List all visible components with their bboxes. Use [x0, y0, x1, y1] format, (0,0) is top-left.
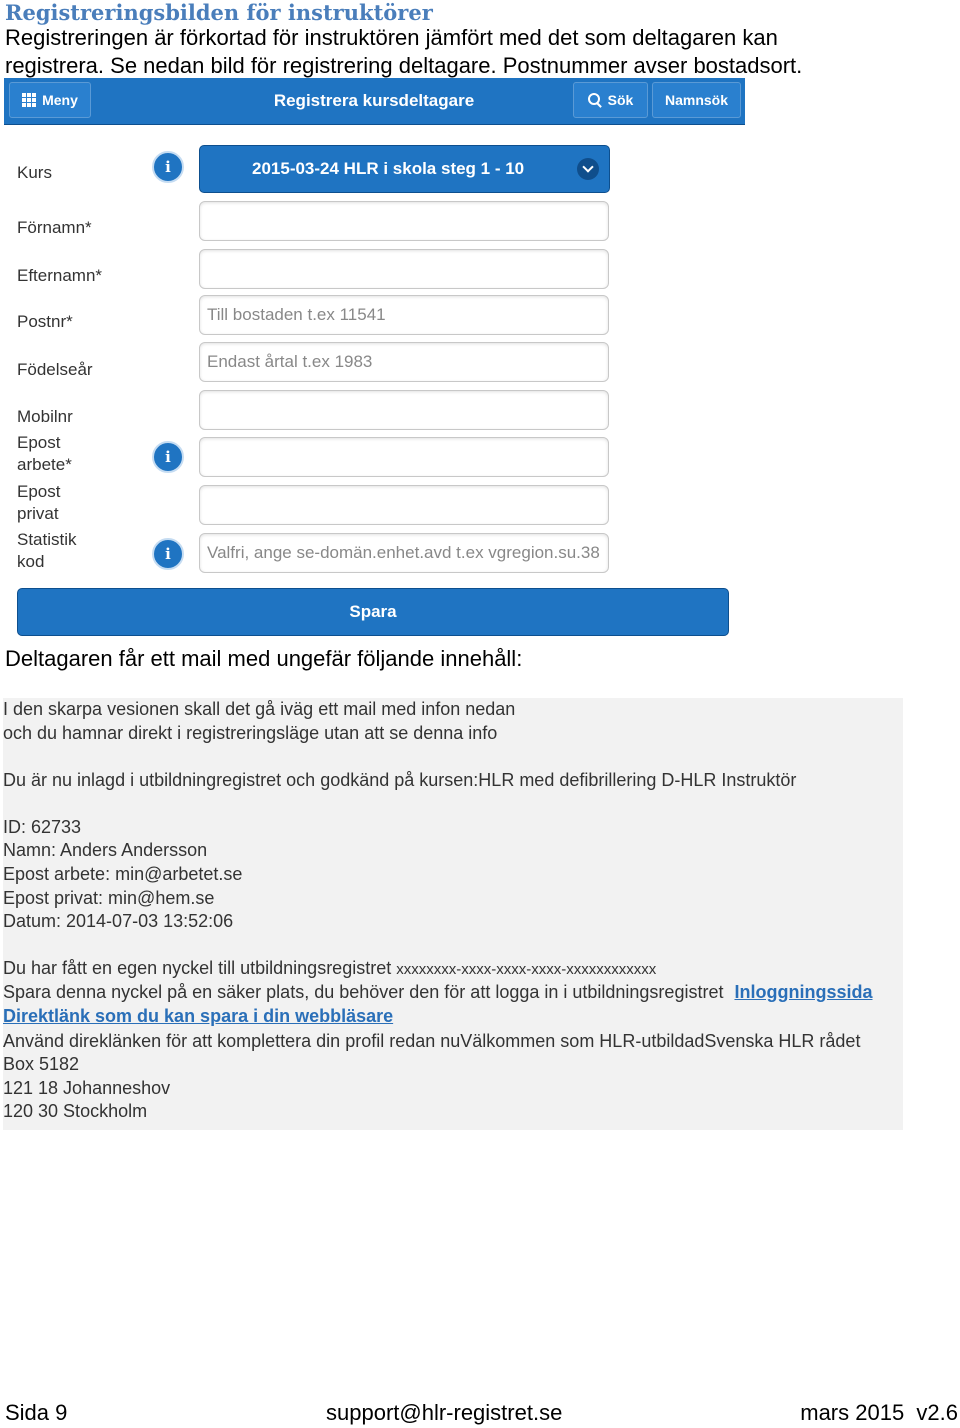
mail-detail-work-email: Epost arbete: min@arbetet.se [3, 864, 243, 884]
work-email-label-line: arbete* [17, 455, 72, 474]
mail-complete-line: Använd direklänken för att komplettera din profil redan nuVälkommen som HLR-utbildadSvenska HLR rådet [3, 1031, 861, 1051]
mail-save-key-text: Spara denna nyckel på en säker plats, du behöver den för att logga in i utbildningsregistret [3, 982, 724, 1002]
save-button-label: Spara [349, 602, 397, 621]
confirmation-mail-screenshot [3, 698, 903, 1130]
mail-key-value: xxxxxxxx-xxxx-xxxx-xxxx-xxxxxxxxxxxx [396, 961, 657, 978]
private-email-label-line: privat [17, 504, 59, 523]
work-email-field[interactable] [199, 437, 609, 477]
app-title: Registrera kursdeltagare [273, 91, 475, 110]
postal-code-label: Postnr* [17, 312, 73, 331]
login-page-link[interactable]: Inloggningssida [734, 982, 873, 1002]
course-select[interactable] [199, 145, 610, 193]
mail-approved-line: Du är nu inlagd i utbildningregistret och godkänd på kursen:HLR med defibrillering D-HLR Instruktör [3, 770, 797, 790]
section-heading: Registreringsbilden för instruktörer [5, 0, 433, 25]
statistics-code-field[interactable] [199, 533, 609, 573]
mail-save-key-line [3, 981, 872, 1003]
statistics-code-label-line: kod [17, 552, 45, 571]
private-email-label-line: Epost [17, 482, 61, 501]
mobile-label: Mobilnr [17, 407, 73, 426]
private-email-label [17, 481, 60, 525]
search-button[interactable] [573, 82, 648, 118]
mail-intro-text: Deltagaren får ett mail med ungefär följande innehåll: [5, 646, 523, 671]
private-email-field[interactable] [199, 485, 609, 525]
lastname-field[interactable] [199, 249, 609, 289]
mail-line: och du hamnar direkt i registreringsläge utan att se denna info [3, 723, 498, 743]
menu-button-label: Meny [42, 92, 78, 108]
menu-button[interactable] [9, 82, 91, 118]
mail-address-line: 120 30 Stockholm [3, 1101, 148, 1121]
firstname-field[interactable] [199, 201, 609, 241]
intro-line: registrera. Se nedan bild för registrering deltagare. Postnummer avser bostadsort. [5, 53, 803, 78]
course-info-icon[interactable]: i [152, 151, 184, 183]
statistics-code-label [17, 529, 77, 573]
search-button-label: Sök [607, 92, 634, 108]
mail-address-line: 121 18 Johanneshov [3, 1078, 171, 1098]
course-label: Kurs [17, 163, 52, 182]
mail-detail-date: Datum: 2014-07-03 13:52:06 [3, 911, 234, 931]
save-button[interactable] [17, 588, 729, 636]
work-email-info-icon[interactable]: i [152, 441, 184, 473]
mail-key-text: Du har fått en egen nyckel till utbildningsregistret [3, 958, 392, 978]
lastname-label: Efternamn* [17, 266, 103, 285]
mail-detail-name: Namn: Anders Andersson [3, 840, 208, 860]
mail-detail-private-email: Epost privat: min@hem.se [3, 888, 215, 908]
name-search-button-label: Namnsök [664, 92, 729, 108]
footer-support-email: support@hlr-registret.se [326, 1400, 563, 1425]
work-email-label [17, 432, 72, 476]
app-header-bar [4, 78, 745, 125]
intro-line: Registreringen är förkortad för instruktören jämfört med det som deltagaren kan [5, 25, 778, 50]
firstname-label: Förnamn* [17, 218, 92, 237]
chevron-down-icon [577, 158, 599, 180]
course-select-value: 2015-03-24 HLR i skola steg 1 - 10 [252, 159, 525, 178]
search-icon [588, 93, 602, 107]
footer-version: mars 2015 v2.6 [800, 1400, 958, 1425]
direct-link[interactable]: Direktlänk som du kan spara i din webbläsare [3, 1006, 394, 1026]
footer-page-number: Sida 9 [5, 1400, 68, 1425]
mail-address-line: Box 5182 [3, 1054, 80, 1074]
grid-menu-icon [22, 93, 36, 107]
postal-code-field[interactable] [199, 295, 609, 335]
intro-paragraph [5, 24, 955, 80]
mobile-field[interactable] [199, 390, 609, 430]
mail-detail-id: ID: 62733 [3, 817, 82, 837]
statistics-code-label-line: Statistik [17, 530, 77, 549]
name-search-button[interactable] [652, 82, 741, 118]
statistics-info-icon[interactable]: i [152, 538, 184, 570]
mail-line: I den skarpa vesionen skall det gå iväg ett mail med infon nedan [3, 699, 516, 719]
mail-key-line [3, 957, 656, 981]
birthyear-field[interactable] [199, 342, 609, 382]
work-email-label-line: Epost [17, 433, 61, 452]
birthyear-label: Födelseår [17, 360, 93, 379]
registration-app-screenshot [4, 78, 745, 638]
